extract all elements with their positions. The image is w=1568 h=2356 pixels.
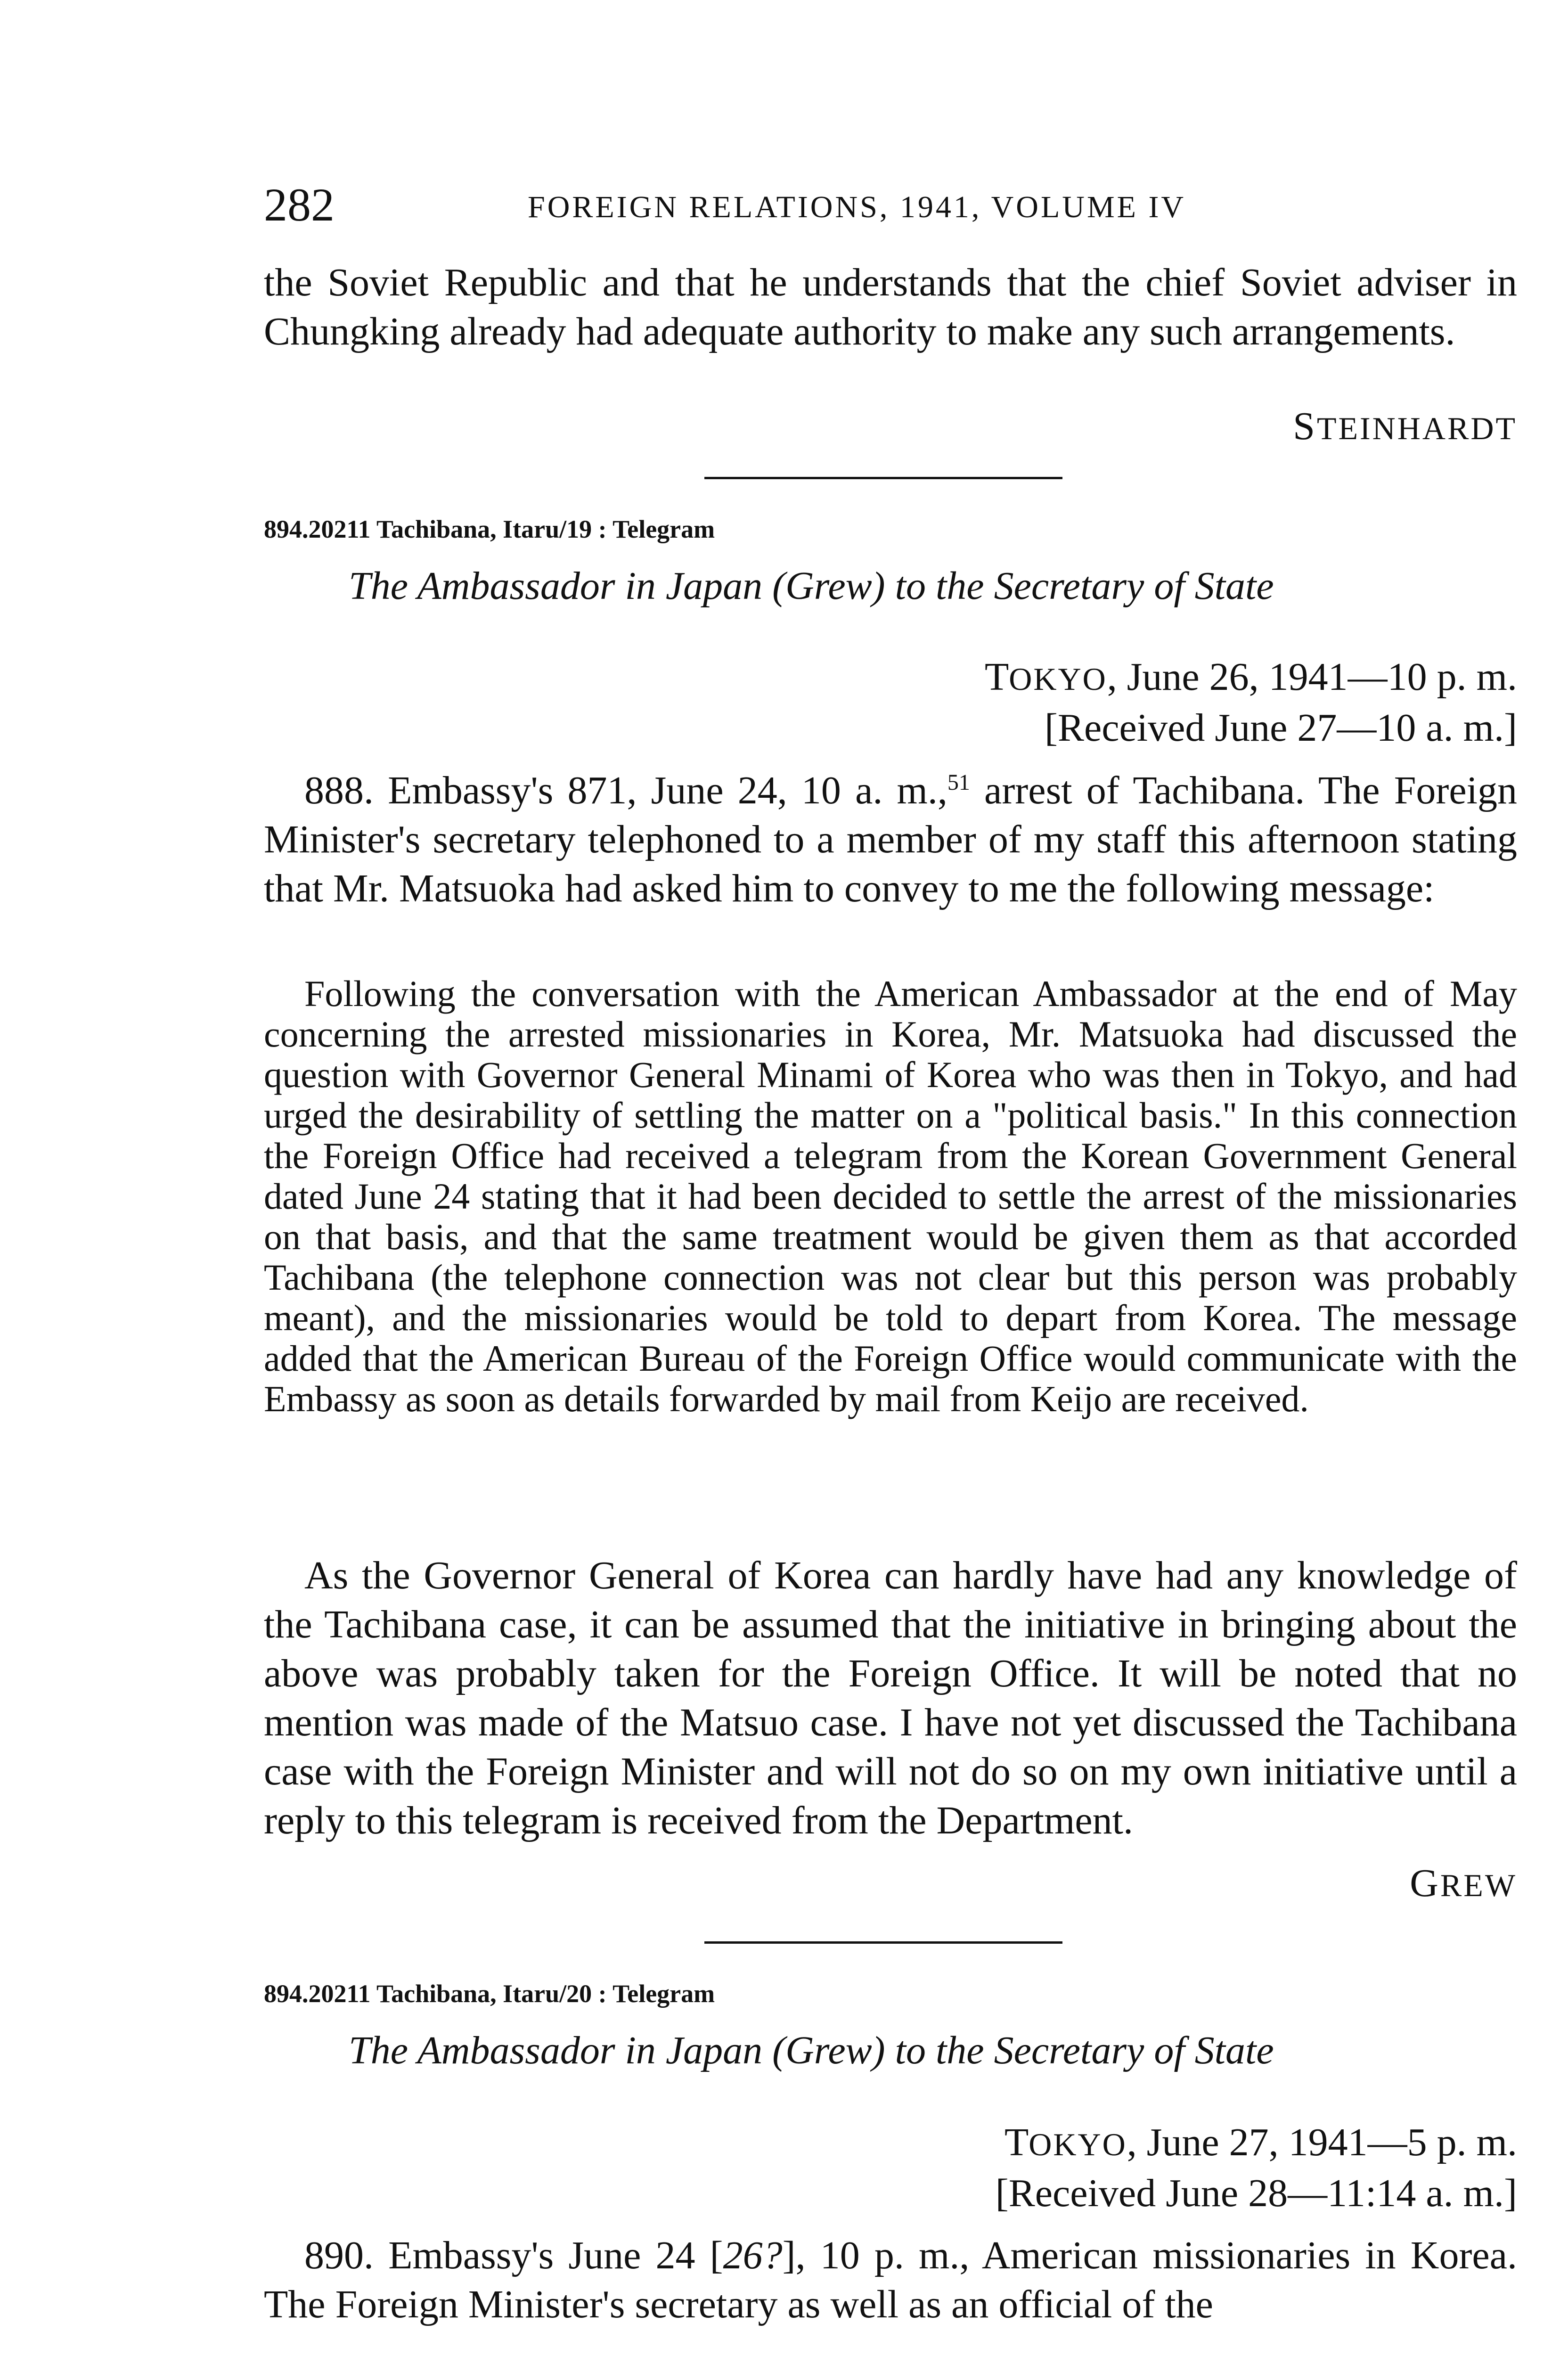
footnote-reference: 51 — [947, 770, 970, 795]
section-divider — [704, 1941, 1062, 1944]
document-title: The Ambassador in Japan (Grew) to the Secretary of State — [349, 564, 1274, 608]
date-line: TOKYO, June 26, 1941—10 p. m. — [984, 655, 1517, 699]
received-line: [Received June 27—10 a. m.] — [1044, 706, 1517, 750]
dateline — [858, 2118, 1517, 2218]
dateline — [858, 653, 1517, 753]
date-line: TOKYO, June 27, 1941—5 p. m. — [1004, 2120, 1517, 2164]
page-header — [264, 179, 1517, 231]
running-head: FOREIGN RELATIONS, 1941, VOLUME IV — [528, 190, 1186, 224]
quoted-message: Following the conversation with the American Ambassador at the end of May concerning the arrested missionaries in Korea, Mr. Matsuoka had discussed the question with Governor General Minami of Korea who was then in Tokyo, and had urged the desirability of settling the matter on a "political basis." In this connection the Foreign Office had received a telegram from the Korean Government General dated June 24 stating that it had been decided to settle the arrest of the missionaries on that basis, and that the same treatment would be given them as that accorded Tachibana (the telephone connection was not clear but this person was probably meant), and the missionaries would be told to depart from Korea. The message added that the American Bureau of the Foreign Office would communicate with the Embassy as soon as details forwarded by mail from Keijo are received. — [264, 973, 1517, 1419]
telegram-paragraph: 890. Embassy's June 24 [26?], 10 p. m., American missionaries in Korea. The Foreign Minister's secretary as well as an official of the — [264, 2233, 1517, 2326]
section-divider — [704, 477, 1062, 479]
continuation-paragraph: the Soviet Republic and that he understands that the chief Soviet adviser in Chungking already had adequate authority to make any such arrangements. — [264, 261, 1517, 353]
page-number: 282 — [264, 179, 335, 231]
received-line: [Received June 28—11:14 a. m.] — [995, 2171, 1517, 2215]
signature-steinhardt: STEINHARDT — [1293, 404, 1517, 448]
file-reference: 894.20211 Tachibana, Itaru/19 : Telegram — [264, 515, 715, 543]
document-title: The Ambassador in Japan (Grew) to the Secretary of State — [349, 2029, 1274, 2072]
telegram-paragraph: As the Governor General of Korea can hardly have had any knowledge of the Tachibana case, it can be assumed that the initiative in bringing about the above was probably taken for the Foreign Office. It will be noted that no mention was made of the Matsuo case. I have not yet discussed the Tachibana case with the Foreign Minister and will not do so on my own initiative until a reply to this telegram is received from the Department. — [264, 1554, 1517, 1842]
file-reference: 894.20211 Tachibana, Itaru/20 : Telegram — [264, 1980, 715, 2008]
telegram-paragraph: 888. Embassy's 871, June 24, 10 a. m.,$^{51}$ arrest of Tachibana. The Foreign Minister's secretary telephoned to a member of my staff this afternoon stating that Mr. Matsuoka had asked him to convey to me the following message: — [264, 769, 1518, 910]
signature-grew: GREW — [1410, 1861, 1517, 1905]
